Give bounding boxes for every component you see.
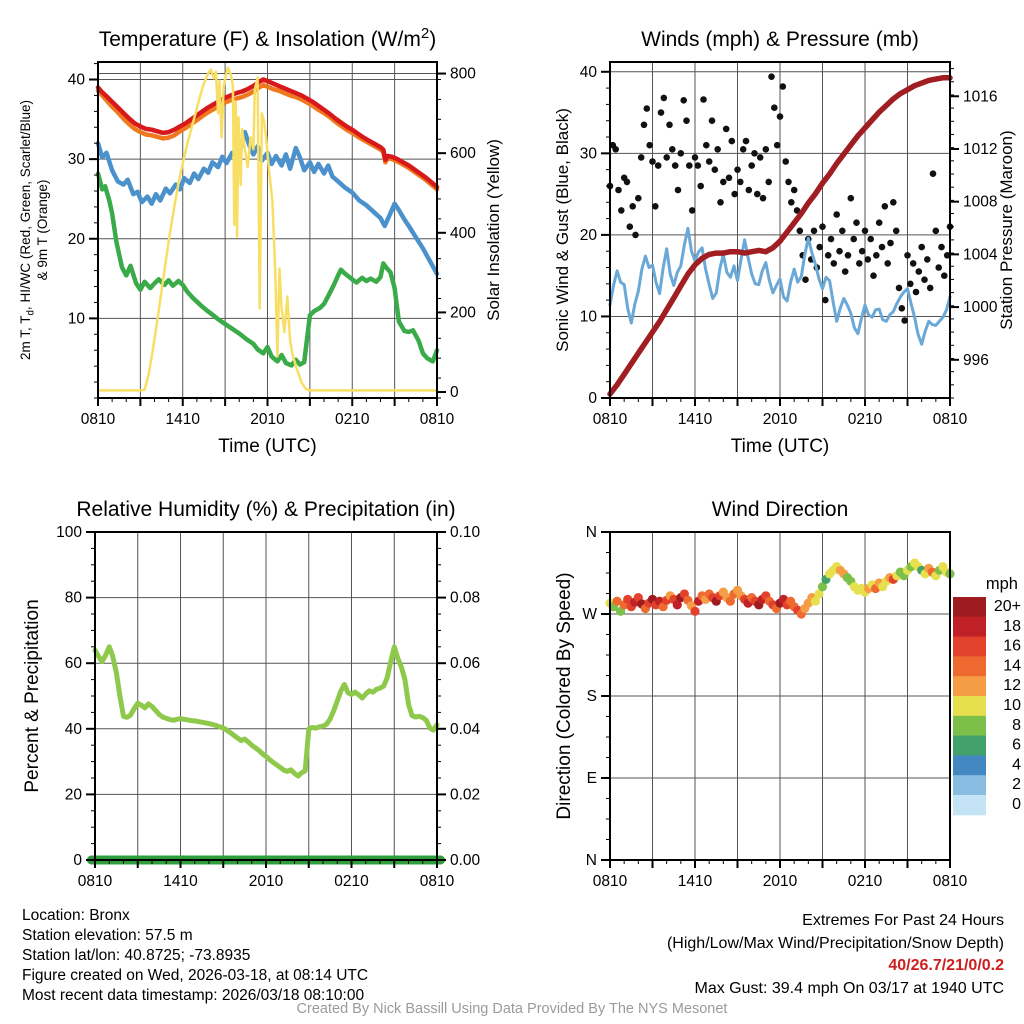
svg-text:30: 30 [67, 151, 85, 169]
svg-text:0810: 0810 [932, 873, 968, 890]
svg-text:0.02: 0.02 [450, 786, 481, 804]
svg-text:1016: 1016 [963, 88, 998, 106]
svg-text:0210: 0210 [847, 411, 883, 428]
svg-text:Time (UTC): Time (UTC) [730, 436, 830, 457]
svg-text:2010: 2010 [250, 411, 285, 428]
wind-direction-chart-gridlines [610, 532, 950, 860]
svg-text:0.10: 0.10 [450, 524, 481, 541]
svg-text:0.00: 0.00 [450, 852, 481, 869]
svg-text:0810: 0810 [592, 873, 628, 890]
svg-text:400: 400 [450, 224, 476, 242]
svg-text:1012: 1012 [963, 140, 998, 158]
svg-text:0810: 0810 [419, 873, 455, 890]
latlon-line: Station lat/lon: 40.8725; -73.8935 [22, 947, 251, 964]
figure-created-line: Figure created on Wed, 2026-03-18, at 08:14 UTC [22, 967, 369, 984]
elevation-line: Station elevation: 57.5 m [22, 927, 193, 944]
max-gust-line: Max Gust: 39.4 mph On 03/17 at 1940 UTC [694, 979, 1004, 997]
svg-text:0.08: 0.08 [450, 589, 481, 607]
station-info [22, 906, 368, 1006]
wind-direction-chart [554, 498, 1021, 890]
svg-text:mph: mph [985, 575, 1018, 593]
svg-text:Direction (Colored By Speed): Direction (Colored By Speed) [554, 572, 575, 820]
svg-text:200: 200 [450, 304, 476, 322]
wind-direction-chart-axes [582, 524, 967, 890]
svg-text:0: 0 [588, 390, 597, 407]
svg-text:0: 0 [1012, 796, 1021, 813]
svg-text:8: 8 [1012, 716, 1021, 734]
extremes-info [667, 910, 1004, 1000]
svg-text:800: 800 [450, 65, 476, 83]
temperature-insolation-chart [18, 25, 503, 457]
svg-text:60: 60 [64, 655, 82, 673]
svg-text:996: 996 [963, 351, 989, 369]
svg-text:0210: 0210 [335, 411, 370, 428]
svg-text:2010: 2010 [248, 873, 284, 890]
svg-text:Percent & Precipitation: Percent & Precipitation [22, 599, 43, 793]
svg-text:0210: 0210 [847, 873, 883, 890]
svg-text:2: 2 [1012, 776, 1021, 794]
svg-text:20+: 20+ [993, 598, 1021, 615]
svg-text:0810: 0810 [419, 411, 455, 428]
svg-text:10: 10 [579, 308, 597, 326]
wind-direction-chart-title: Wind Direction [711, 498, 849, 521]
svg-text:Solar Insolation (Yellow): Solar Insolation (Yellow) [484, 139, 503, 321]
svg-text:0810: 0810 [932, 411, 968, 428]
credit-line: Created By Nick Bassill Using Data Provided By The NYS Mesonet [296, 1001, 728, 1017]
svg-text:40: 40 [64, 720, 82, 738]
svg-text:& 9m T (Orange): & 9m T (Orange) [35, 179, 50, 281]
svg-text:1410: 1410 [677, 411, 713, 428]
svg-text:2010: 2010 [762, 873, 798, 890]
svg-text:0: 0 [450, 384, 459, 402]
extremes-subtitle: (High/Low/Max Wind/Precipitation/Snow Depth) [666, 934, 1004, 952]
svg-text:16: 16 [1003, 637, 1021, 655]
svg-text:2010: 2010 [762, 411, 798, 428]
svg-text:30: 30 [579, 145, 597, 163]
svg-text:20: 20 [64, 786, 82, 804]
svg-text:0210: 0210 [334, 873, 369, 890]
svg-text:E: E [586, 770, 597, 787]
humidity-precip-chart-gridlines [95, 532, 437, 860]
humidity-precip-chart-title: Relative Humidity (%) & Precipitation (in) [76, 498, 456, 521]
winds-pressure-chart [553, 28, 1016, 457]
location-line: Location: Bronx [22, 907, 130, 924]
svg-text:1410: 1410 [163, 873, 198, 890]
data-timestamp-line: Most recent data timestamp: 2026/03/18 08:10:00 [22, 987, 365, 1004]
temperature-insolation-chart-title: Temperature (F) & Insolation $(W/m^2)$ [98, 25, 437, 51]
svg-text:S: S [586, 688, 597, 705]
svg-text:1410: 1410 [165, 411, 200, 428]
svg-text:40: 40 [67, 71, 85, 89]
svg-text:14: 14 [1003, 657, 1021, 675]
svg-text:2m T, Td, HI/WC (Red, Green, S: 2m T, $T_d$, HI/WC (Red, Green, Scarlet/Blue) [18, 100, 37, 360]
svg-text:20: 20 [579, 226, 597, 244]
svg-text:0.06: 0.06 [450, 655, 481, 673]
svg-text:6: 6 [1012, 736, 1021, 754]
svg-text:4: 4 [1012, 756, 1021, 774]
svg-text:1000: 1000 [963, 299, 998, 317]
svg-text:12: 12 [1003, 677, 1021, 695]
svg-text:600: 600 [450, 145, 476, 163]
svg-text:W: W [582, 606, 597, 623]
extremes-values: 40/26.7/21/0/0.2 [888, 957, 1004, 974]
extremes-title: Extremes For Past 24 Hours [802, 912, 1004, 929]
wind-speed-colorbar [953, 575, 1021, 815]
svg-text:0810: 0810 [77, 873, 113, 890]
svg-text:0.04: 0.04 [450, 720, 481, 738]
svg-text:100: 100 [56, 524, 82, 541]
svg-text:N: N [585, 852, 597, 869]
svg-text:Sonic Wind & Gust (Blue, Black: Sonic Wind & Gust (Blue, Black) [553, 108, 572, 352]
svg-text:Station Pressure (Maroon): Station Pressure (Maroon) [997, 130, 1016, 330]
svg-text:10: 10 [67, 310, 85, 328]
svg-text:0810: 0810 [80, 411, 116, 428]
svg-text:18: 18 [1003, 617, 1021, 635]
svg-text:0810: 0810 [592, 411, 628, 428]
svg-text:N: N [585, 524, 597, 541]
svg-text:40: 40 [579, 63, 597, 81]
svg-text:1008: 1008 [963, 193, 998, 211]
svg-text:0: 0 [73, 852, 82, 869]
svg-text:80: 80 [64, 589, 82, 607]
svg-text:20: 20 [67, 230, 85, 248]
svg-text:10: 10 [1003, 697, 1021, 714]
svg-text:Time (UTC): Time (UTC) [218, 436, 317, 457]
svg-text:1004: 1004 [963, 246, 998, 264]
svg-text:1410: 1410 [677, 873, 713, 890]
winds-pressure-chart-title: Winds (mph) & Pressure (mb) [641, 28, 919, 51]
humidity-precip-chart [22, 498, 481, 890]
